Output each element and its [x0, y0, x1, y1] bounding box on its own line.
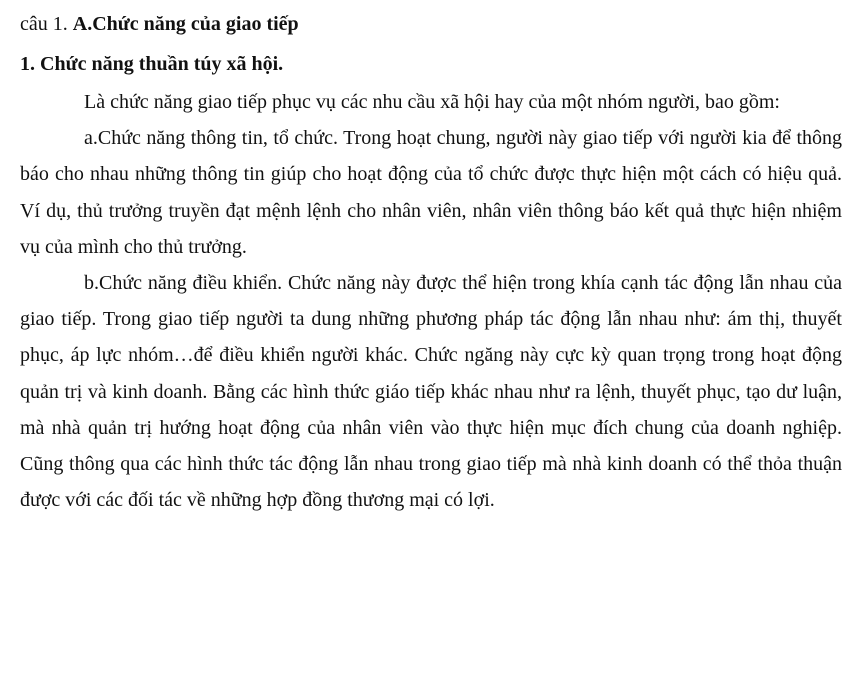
paragraph-intro: Là chức năng giao tiếp phục vụ các nhu cầu xã hội hay của một nhóm người, bao gồm:: [84, 91, 780, 113]
section-heading: 1. Chức năng thuần túy xã hội.: [20, 53, 284, 75]
paragraph-a: a.Chức năng thông tin, tổ chức. Trong hoạt chung, người này giao tiếp với người kia để thông báo cho nhau những thông tin giúp cho hoạt động của tổ chức được thực hiện một cách có hiệu quả. Ví dụ, thủ trưởng truyền đạt mệnh lệnh cho nhân viên, nhân viên thông báo kết quả thực hiện nhiệm vụ của mình cho thủ trưởng.: [20, 127, 842, 258]
question-heading: [20, 4, 842, 44]
question-title: A.Chức năng của giao tiếp: [72, 13, 299, 35]
paragraph-b: b.Chức năng điều khiển. Chức năng này được thể hiện trong khía cạnh tác động lẫn nhau của giao tiếp. Trong giao tiếp người ta dung những phương pháp tác động lẫn nhau như: ám thị, thuyết phục, áp lực nhóm…để điều khiển người khác. Chức ngăng này cực kỳ quan trọng trong hoạt động quản trị và kinh doanh. Bằng các hình thức giáo tiếp khác nhau như ra lệnh, thuyết phục, tạo dư luận, mà nhà quản trị hướng hoạt động của nhân viên vào thực hiện mục đích chung của doanh nghiệp. Cũng thông qua các hình thức tác động lẫn nhau trong giao tiếp mà nhà kinh doanh có thể thỏa thuận được với các đối tác về những hợp đồng thương mại có lợi.: [20, 272, 842, 512]
question-prefix: câu 1.: [20, 13, 73, 35]
